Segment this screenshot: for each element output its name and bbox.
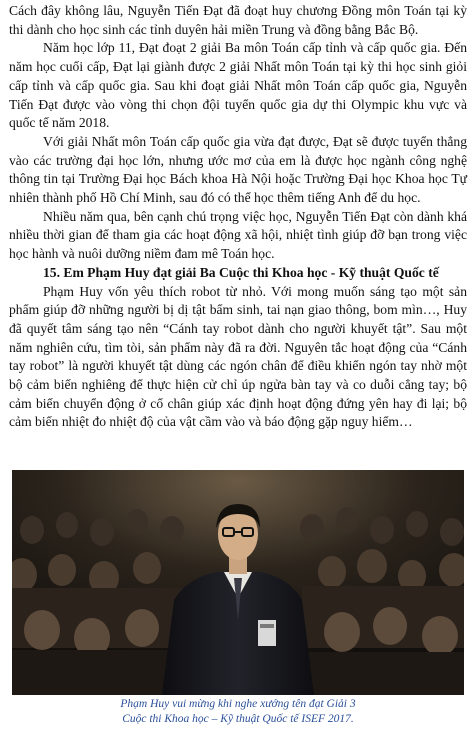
caption-line-1: Phạm Huy vui mừng khi nghe xướng tên đạt Giải 3 [120, 698, 356, 710]
section-paragraph: Phạm Huy vốn yêu thích robot từ nhỏ. Với mong muốn sáng tạo một sản phẩm giúp đỡ những người bị dị tật bẩm sinh, tai nạn giao thông, bom mìn…, Huy đã quyết tâm sáng tạo nên “Cánh tay robot dành cho người khuyết tật”. Sau một năm nghiên cứu, tìm tòi, sản phẩm này đã ra đời. Nguyên tắc hoạt động của “Cánh tay robot” là người khuyết tật dùng các ngón chân để điều khiển ngón tay nhờ một bộ cảm biến nghiêng để thực hiện cử chỉ úp ngửa bàn tay và co duỗi cẳng tay; bộ cảm biến chuyển động ở cổ chân giúp xác định hoạt động đứng yên hay đi lại; bộ cảm biến nhiệt đo nhiệt độ của vật cầm vào và báo động gặp nguy hiểm… [9, 283, 467, 430]
photo-illustration [12, 470, 464, 695]
ceremony-photo [12, 470, 464, 695]
paragraph-4: Nhiều năm qua, bên cạnh chú trọng việc học, Nguyễn Tiến Đạt còn dành khá nhiều thời gian để tham gia các hoạt động xã hội, nhiệt tình giúp đỡ bạn trong việc học hành và nuôi dưỡng niềm đam mê Toán học. [9, 208, 467, 262]
section-heading: 15. Em Phạm Huy đạt giải Ba Cuộc thi Khoa học - Kỹ thuật Quốc tế [43, 264, 439, 280]
paragraph-1: Cách đây không lâu, Nguyễn Tiến Đạt đã đoạt huy chương Đồng môn Toán tại kỳ thi dành cho học sinh các tỉnh duyên hải miền Trung và đồng bằng Bắc Bộ. [9, 3, 467, 37]
caption-line-2: Cuộc thi Khoa học – Kỹ thuật Quốc tế ISEF 2017. [122, 713, 354, 725]
article-body [9, 2, 467, 432]
paragraph-3: Với giải Nhất môn Toán cấp quốc gia vừa đạt được, Đạt sẽ được tuyển thẳng vào các trường đại học lớn, nhưng ước mơ của em là được học ngành công nghệ thông tin tại Trường Đại học Bách khoa Hà Nội hoặc Trường Đại học Khoa học Tự nhiên thành phố Hồ Chí Minh, sau đó có thể học thêm tiếng Anh để du học. [9, 133, 467, 206]
photo-caption [0, 697, 476, 727]
paragraph-2: Năm học lớp 11, Đạt đoạt 2 giải Ba môn Toán cấp tỉnh và cấp quốc gia. Đến năm học cuối cấp, Đạt lại giành được 2 giải Nhất môn Toán tại kỳ thi học sinh giỏi cấp tỉnh và cấp quốc gia. Sau khi đoạt giải Nhất môn Toán cấp quốc gia, Nguyễn Tiến Đạt được vào vòng thi chọn đội tuyển quốc gia dự thi Olympic khu vực và quốc tế năm 2018. [9, 40, 467, 131]
